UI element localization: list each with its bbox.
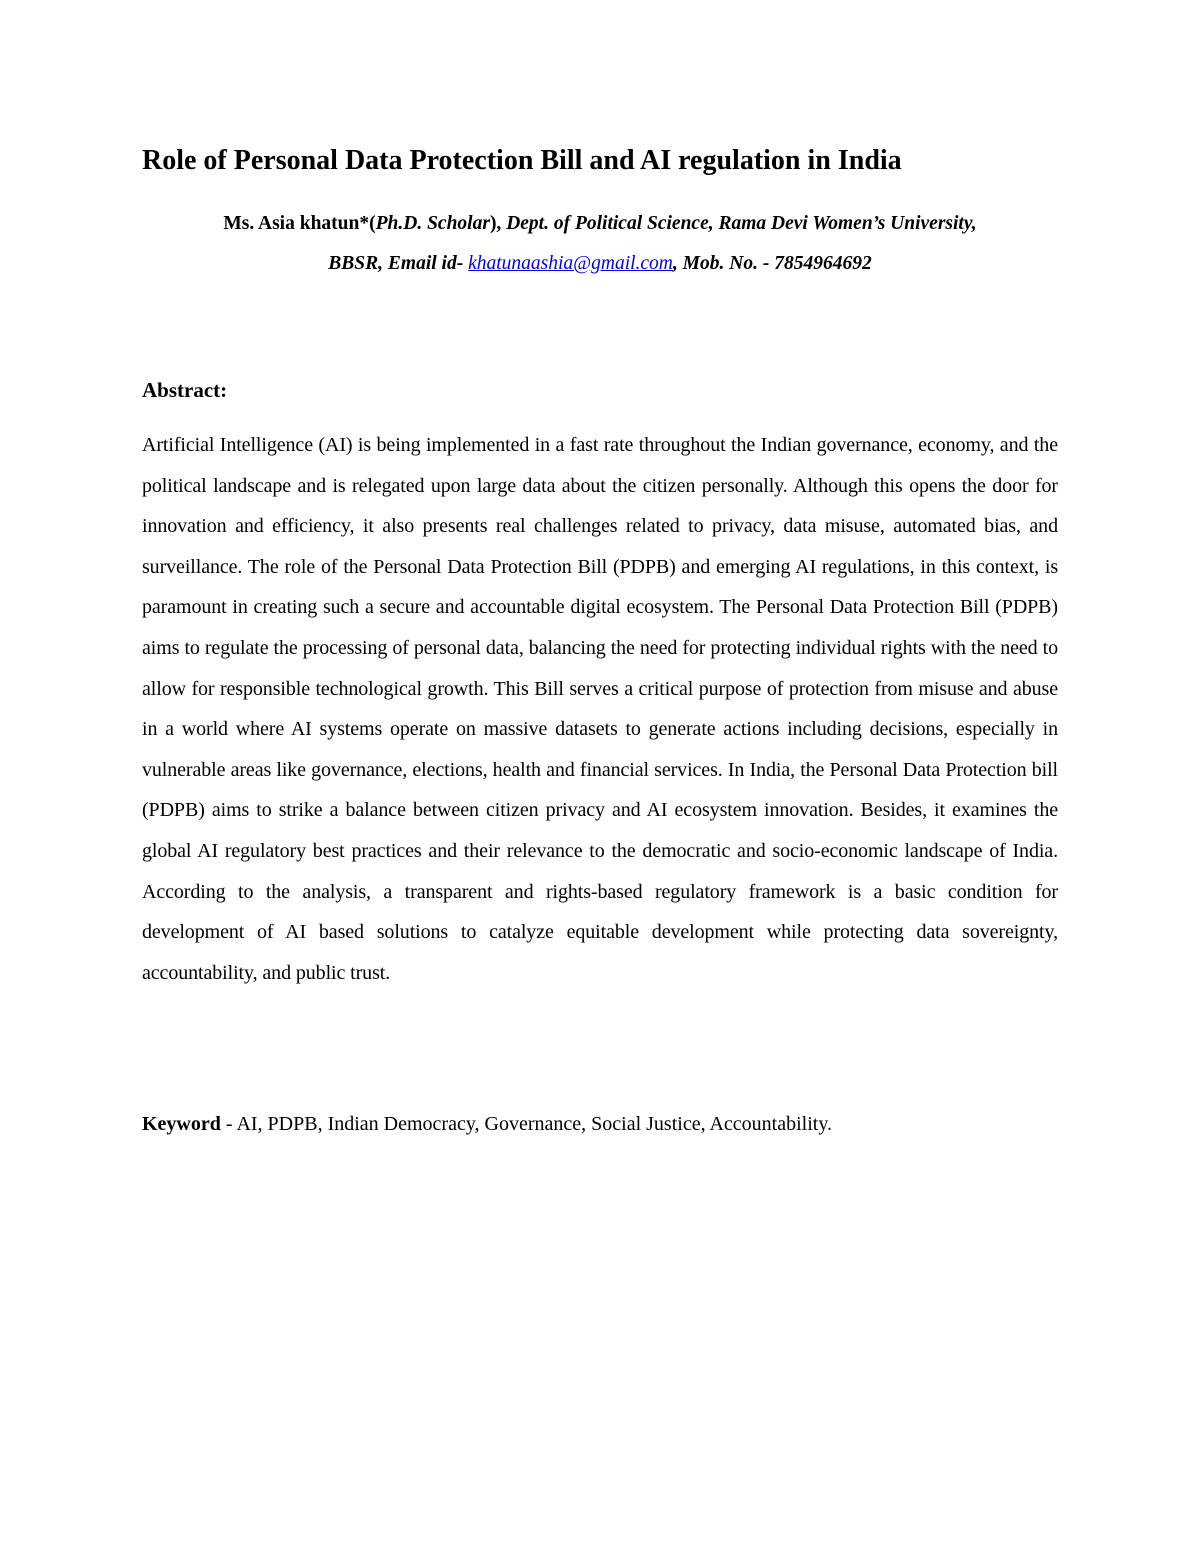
abstract-heading: Abstract:	[142, 378, 228, 402]
paper-title: Role of Personal Data Protection Bill and AI regulation in India	[142, 145, 902, 176]
abstract-text: Artificial Intelligence (AI) is being implemented in a fast rate throughout the Indian governance, economy, and the political landscape and is relegated upon large data about the citizen personally. Although this opens the door for innovation and efficiency, it also presents real challenges related to privacy, data misuse, automated bias, and surveillance. The role of the Personal Data Protection Bill (PDPB) and emerging AI regulations, in this context, is paramount in creating such a secure and accountable digital ecosystem. The Personal Data Protection Bill (PDPB) aims to regulate the processing of personal data, balancing the need for protecting individual rights with the need to allow for responsible technological growth. This Bill serves a critical purpose of protection from misuse and abuse in a world where AI systems operate on massive datasets to generate actions including decisions, especially in vulnerable areas like governance, elections, health and financial services. In India, the Personal Data Protection bill (PDPB) aims to strike a balance between citizen privacy and AI ecosystem innovation. Besides, it examines the global AI regulatory best practices and their relevance to the democratic and socio-economic landscape of India. According to the analysis, a transparent and rights-based regulatory framework is a basic condition for development of AI based solutions to catalyze equitable development while protecting data sovereignty, accountability, and public trust.	[142, 434, 1058, 984]
author-city-email-label: BBSR, Email id-	[328, 253, 464, 274]
designation-open: *(	[359, 213, 376, 234]
author-mobile: , Mob. No. - 7854964692	[672, 253, 872, 274]
author-email-link[interactable]: khatunaashia@gmail.com	[468, 253, 673, 274]
author-block	[132, 204, 1068, 284]
keywords-line	[142, 1104, 1058, 1144]
author-line-1	[132, 204, 1068, 244]
keywords-label: Keyword	[142, 1113, 221, 1135]
author-designation: Ph.D. Scholar	[375, 213, 490, 234]
author-line-2	[132, 244, 1068, 284]
designation-close: ),	[489, 213, 502, 234]
author-name: Ms. Asia khatun	[223, 213, 360, 234]
keywords-values: AI, PDPB, Indian Democracy, Governance, Social Justice, Accountability.	[236, 1113, 833, 1135]
keywords-separator: -	[220, 1113, 237, 1135]
author-affiliation: Dept. of Political Science, Rama Devi Women’s University,	[506, 213, 977, 234]
